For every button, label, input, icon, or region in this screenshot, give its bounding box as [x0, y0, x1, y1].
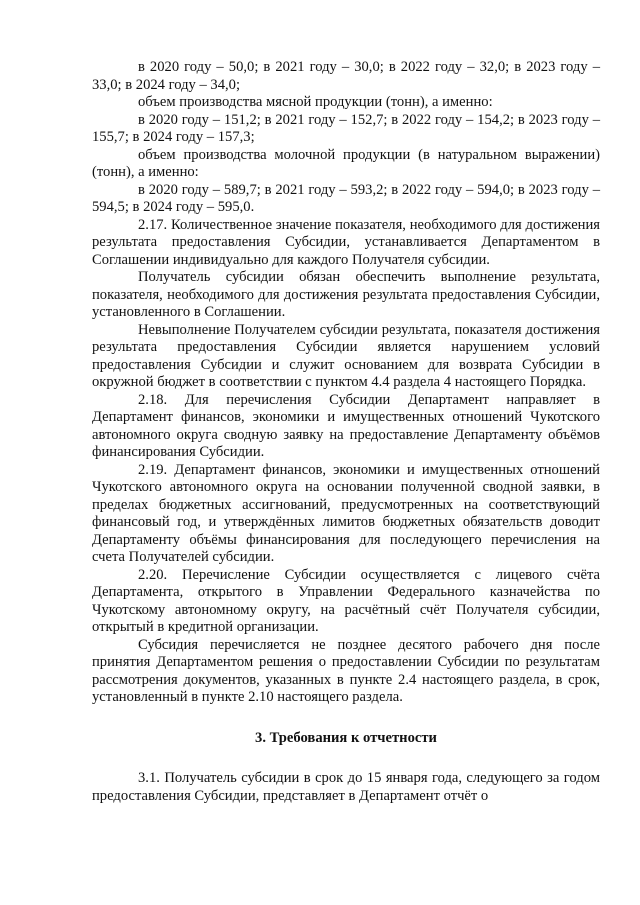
paragraph-transfer-deadline: Субсидия перечисляется не позднее десятого рабочего дня после принятия Департаментом решения о предоставлении Субсидии по результатам рассмотрения документов, указанных в пункте 2.4 настоящего раздела, в срок, установленный в пункте 2.10 настоящего раздела.	[92, 636, 600, 705]
paragraph-recipient-obligation: Получатель субсидии обязан обеспечить выполнение результата, показателя, необходимого для достижения результата предоставления Субсидии, установленного в Соглашении.	[92, 269, 600, 320]
section-heading: 3. Требования к отчетности	[255, 729, 437, 746]
document-page	[92, 59, 600, 805]
paragraph-3-1: 3.1. Получатель субсидии в срок до 15 января года, следующего за годом предоставления Субсидии, представляет в Департамент отчёт о	[92, 770, 600, 804]
section-spacer	[92, 747, 600, 770]
paragraph-meat-products-header: объем производства мясной продукции (тонн), а именно:	[138, 94, 493, 110]
paragraph-non-fulfillment: Невыполнение Получателем субсидии результата, показателя достижения результата предоставления Субсидии является нарушением условий предоставления Субсидии и служит основанием для возврата Субсидии в окружной бюджет в соответствии с пунктом 4.4 раздела 4 настоящего Порядка.	[92, 321, 600, 390]
paragraph-2-17: 2.17. Количественное значение показателя, необходимого для достижения результата предоставления Субсидии, устанавливается Департаментом в Соглашении индивидуально для каждого Получателя субсидии.	[92, 216, 600, 268]
paragraph-2-20: 2.20. Перечисление Субсидии осуществляется с лицевого счёта Департамента, открытого в Управлении Федерального казначейства по Чукотскому автономному округу, на расчётный счёт Получателя субсидии, открытый в кредитной организации.	[92, 566, 600, 635]
paragraph-milk-products-values: в 2020 году – 589,7; в 2021 году – 593,2; в 2022 году – 594,0; в 2023 году – 594,5; в 2024 году – 595,0.	[92, 181, 600, 215]
paragraph-2-18: 2.18. Для перечисления Субсидии Департамент направляет в Департамент финансов, экономики и имущественных отношений Чукотского автономного округа сводную заявку на предоставление Департаменту объёмов финансирования Субсидии.	[92, 391, 600, 460]
paragraph-2-19: 2.19. Департамент финансов, экономики и имущественных отношений Чукотского автономного округа на основании полученной сводной заявки, в пределах бюджетных ассигнований, предусмотренных на соответствующий финансовый год, и утверждённых лимитов бюджетных обязательств доводит Департаменту объёмы финансирования для последующего перечисления на счета Получателей субсидии.	[92, 461, 600, 565]
paragraph-milk-products-header: объем производства молочной продукции (в натуральном выражении) (тонн), а именно:	[92, 146, 600, 180]
paragraph-meat-2020-2024: в 2020 году – 50,0; в 2021 году – 30,0; в 2022 году – 32,0; в 2023 году – 33,0; в 2024 году – 34,0;	[92, 59, 600, 93]
paragraph-meat-products-values: в 2020 году – 151,2; в 2021 году – 152,7; в 2022 году – 154,2; в 2023 году – 155,7; в 2024 году – 157,3;	[92, 111, 600, 145]
